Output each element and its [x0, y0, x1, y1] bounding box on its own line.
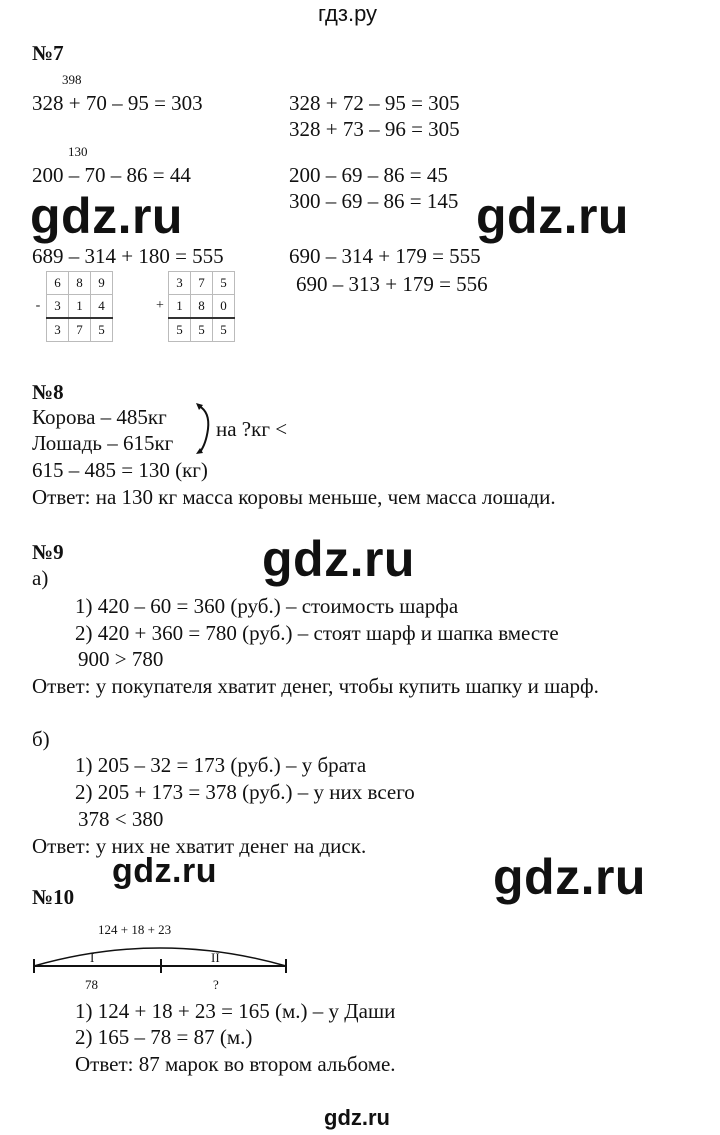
digit: 1	[69, 295, 91, 319]
task9-b-answer: Ответ: у них не хватит денег на диск.	[32, 834, 367, 858]
task7-right-line2a: 200 – 69 – 86 = 45	[289, 163, 448, 187]
minus-sign: -	[35, 298, 41, 314]
digit: 5	[191, 318, 213, 342]
task9-b-step1: 1) 205 – 32 = 173 (руб.) – у брата	[75, 753, 367, 777]
digit: 3	[47, 295, 69, 319]
column-subtraction	[30, 271, 113, 342]
watermark: gdz.ru	[112, 852, 217, 890]
task8-horse-line: Лошадь – 615кг	[32, 431, 174, 455]
task8-title: №8	[32, 380, 64, 404]
task9-b-compare: 378 < 380	[78, 807, 164, 831]
site-header: гдз.ру	[318, 1, 378, 26]
segment-label-1: I	[90, 950, 95, 965]
task10-step2: 2) 165 – 78 = 87 (м.)	[75, 1025, 253, 1049]
task8-brace-label: на ?кг <	[216, 417, 288, 441]
brace-arrow-icon	[194, 402, 216, 456]
digit: 3	[169, 272, 191, 295]
digit: 8	[69, 272, 91, 295]
task10-title: №10	[32, 885, 75, 909]
task8-calc-line: 615 – 485 = 130 (кг)	[32, 458, 208, 482]
digit: 5	[169, 318, 191, 342]
digit: 8	[191, 295, 213, 319]
digit: 1	[169, 295, 191, 319]
digit: 6	[47, 272, 69, 295]
digit: 4	[91, 295, 113, 319]
task7-right-line1a: 328 + 72 – 95 = 305	[289, 91, 460, 115]
segment-label-2: II	[211, 950, 220, 965]
digit: 5	[213, 318, 235, 342]
task9-a-step1: 1) 420 – 60 = 360 (руб.) – стоимость шарфа	[75, 594, 459, 618]
segment-diagram	[30, 934, 292, 980]
task9-a-step2: 2) 420 + 360 = 780 (руб.) – стоят шарф и шапка вместе	[75, 621, 559, 645]
watermark: gdz.ru	[493, 849, 646, 905]
digit: 3	[47, 318, 69, 342]
task8-answer: Ответ: на 130 кг масса коровы меньше, чем масса лошади.	[32, 485, 556, 509]
task10-step1: 1) 124 + 18 + 23 = 165 (м.) – у Даши	[75, 999, 396, 1023]
task8-cow-line: Корова – 485кг	[32, 405, 167, 429]
diagram-arc-label: 124 + 18 + 23	[98, 922, 172, 937]
task7-note-130: 130	[68, 144, 88, 159]
digit: 9	[91, 272, 113, 295]
task10-answer: Ответ: 87 марок во втором альбоме.	[75, 1052, 396, 1076]
task9-a-compare: 900 > 780	[78, 647, 164, 671]
digit: 5	[213, 272, 235, 295]
task9-part-b: б)	[32, 727, 50, 751]
plus-sign: +	[156, 298, 164, 314]
digit: 5	[91, 318, 113, 342]
task7-right-line3a: 690 – 314 + 179 = 555	[289, 244, 481, 268]
watermark: gdz.ru	[476, 188, 629, 244]
segment-value-1: 78	[85, 977, 98, 992]
task7-right-line3b: 690 – 313 + 179 = 556	[296, 272, 488, 296]
digit: 7	[191, 272, 213, 295]
task7-left-line1: 328 + 70 – 95 = 303	[32, 91, 203, 115]
digit: 0	[213, 295, 235, 319]
task7-left-line3: 689 – 314 + 180 = 555	[32, 244, 224, 268]
task9-title: №9	[32, 540, 64, 564]
digit: 7	[69, 318, 91, 342]
watermark: gdz.ru	[262, 531, 415, 587]
column-addition	[152, 271, 235, 342]
task7-title: №7	[32, 41, 64, 65]
task9-b-step2: 2) 205 + 173 = 378 (руб.) – у них всего	[75, 780, 415, 804]
site-footer: gdz.ru	[324, 1105, 390, 1130]
task7-left-line2: 200 – 70 – 86 = 44	[32, 163, 191, 187]
segment-value-2: ?	[213, 977, 219, 992]
task7-note-398: 398	[62, 72, 82, 87]
task7-right-line1b: 328 + 73 – 96 = 305	[289, 117, 460, 141]
task7-right-line2b: 300 – 69 – 86 = 145	[289, 189, 459, 213]
watermark: gdz.ru	[30, 188, 183, 244]
task9-a-answer: Ответ: у покупателя хватит денег, чтобы купить шапку и шарф.	[32, 674, 599, 698]
task9-part-a: а)	[32, 566, 49, 590]
